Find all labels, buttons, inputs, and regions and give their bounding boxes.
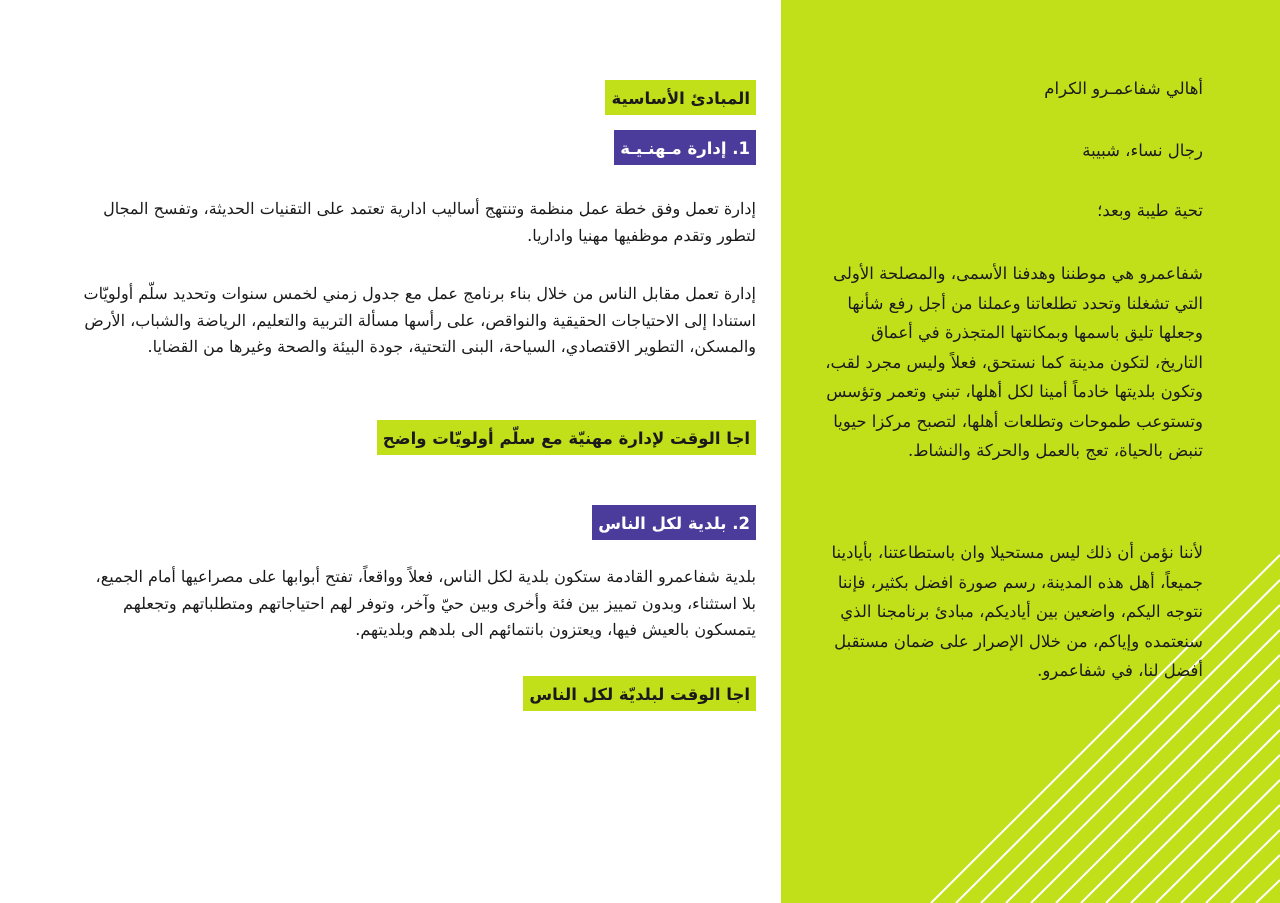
intro-audience: رجال نساء، شبيبة xyxy=(1082,141,1203,160)
section2-paragraph-1: بلدية شفاعمرو القادمة ستكون بلدية لكل الناس، فعلاً وواقعاً، تفتح أبوابها على مصراعيها أمام الجميع، بلا استثناء، وبدون تمييز بين فئة وأخرى وبين حيّ وآخر، وتوفر لهم احتياجاتهم ومتطلباتهم وتجعلهم يتمسكون بالعيش فيها، ويعتزون بانتمائهم الى بلدهم وبلديتهم. xyxy=(95,567,756,639)
section1-heading: 1. إدارة مـهنـيـة xyxy=(614,130,756,165)
section1-paragraph-1: إدارة تعمل وفق خطة عمل منظمة وتنتهج أساليب ادارية تعتمد على التقنيات الحديثة، وتفسح المجال لتطور وتقدم موظفيها مهنيا واداريا. xyxy=(103,199,756,245)
section1-slogan-row xyxy=(80,420,756,455)
section2-slogan-row xyxy=(80,676,756,711)
section2-slogan: اجا الوقت لبلديّة لكل الناس xyxy=(523,676,756,711)
section1-slogan: اجا الوقت لإدارة مهنيّة مع سلّم أولويّات واضح xyxy=(377,420,756,455)
intro-body: شفاعمرو هي موطننا وهدفنا الأسمى، والمصلحة الأولى التي تشغلنا وتحدد تطلعاتنا وعملنا من أجل رفع شأنها وجعلها تليق باسمها وبمكانتها المتجذرة في أعماق التاريخ، لتكون مدينة كما نستحق، فعلاً وليس مجرد لقب، وتكون بلديتها خادماً أمينا لكل أهلها، تبني وتعمر وتؤسس وتستوعب طموحات وتطلعات أهلها، لتصبح مركزا حيويا تنبض بالحياة، تعج بالعمل والحركة والنشاط. xyxy=(825,264,1203,460)
principles-title: المبادئ الأساسية xyxy=(605,80,756,115)
principles-title-row xyxy=(80,80,756,115)
section2-heading: 2. بلدية لكل الناس xyxy=(592,505,756,540)
section2-heading-row xyxy=(80,505,756,540)
intro-greeting: أهالي شفاعمـرو الكرام xyxy=(1044,79,1203,98)
section1-paragraph-2: إدارة تعمل مقابل الناس من خلال بناء برنامج عمل مع جدول زمني لخمس سنوات وتحديد سلّم أولويّات استنادا إلى الاحتياجات الحقيقية والنواقص، على رأسها مسألة التربية والتعليم، الرياضة والشباب، الأرض والمسكن، التطوير الاقتصادي، السياحة، البنى التحتية، جودة البيئة والصحة وغيرها من القضايا. xyxy=(83,284,756,356)
intro-closing: لأننا نؤمن أن ذلك ليس مستحيلا وان باستطاعتنا، بأيادينا جميعاً، أهل هذه المدينة، رسم صورة افضل بكثير، فإننا نتوجه اليكم، واضعين بين أياديكم، مبادئ برنامجنا الذي سنعتمده وإياكم، من خلال الإصرار على ضمان مستقبل أفضل لنا، في شفاعمرو. xyxy=(831,543,1203,680)
intro-salutation: تحية طيبة وبعد؛ xyxy=(1097,201,1203,220)
section1-heading-row xyxy=(80,130,756,165)
